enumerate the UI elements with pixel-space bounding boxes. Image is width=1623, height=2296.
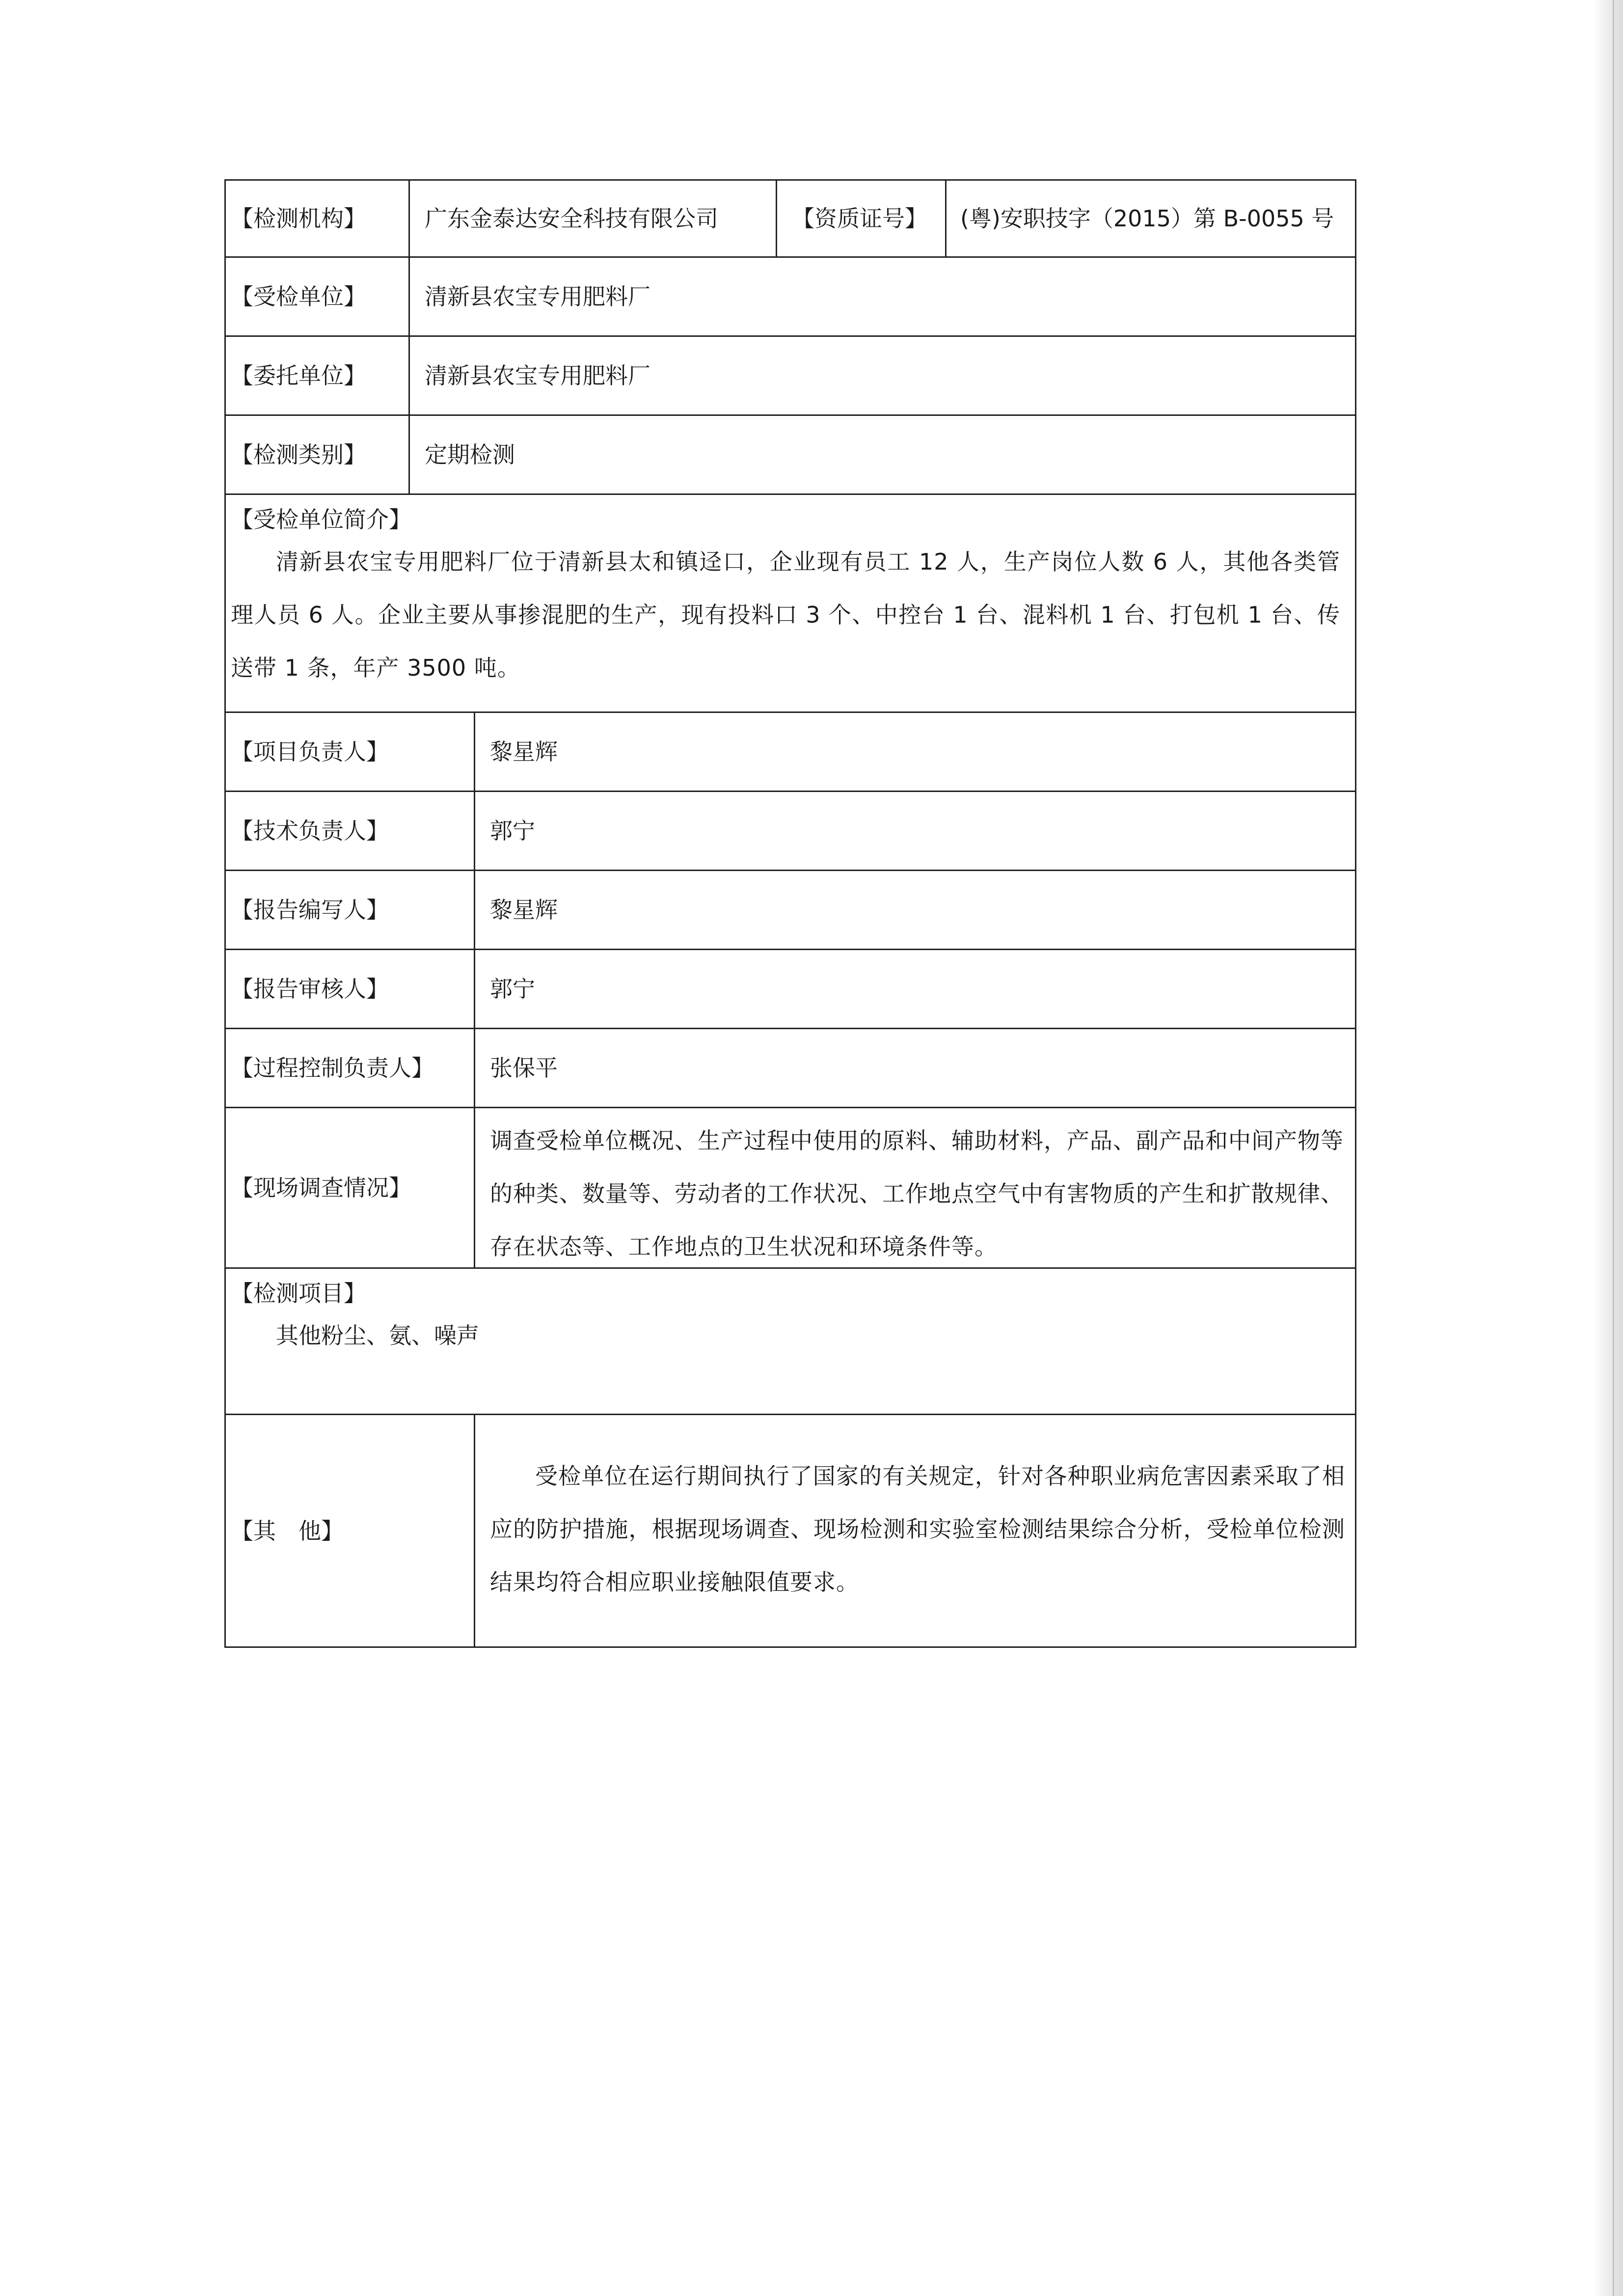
row-testing-agency [224, 179, 1356, 258]
value-report-reviewer: 郭宁 [490, 976, 535, 1002]
row-report-reviewer [224, 950, 1356, 1029]
row-tech-lead [224, 792, 1356, 871]
value-test-items: 其他粉尘、氨、噪声 [276, 1322, 479, 1349]
row-other [224, 1415, 1356, 1648]
label-report-writer: 【报告编写人】 [226, 871, 475, 949]
label-commissioning-unit: 【委托单位】 [226, 337, 410, 414]
row-inspected-unit [224, 258, 1356, 337]
value-other: 受检单位在运行期间执行了国家的有关规定，针对各种职业病危害因素采取了相应的防护措施，根据现场调查、现场检测和实验室检测结果综合分析，受检单位检测结果均符合相应职业接触限值要求。 [490, 1463, 1345, 1595]
label-qualification-no: 【资质证号】 [777, 181, 947, 256]
value-other-box [475, 1415, 1355, 1646]
label-tech-lead: 【技术负责人】 [226, 792, 475, 870]
value-testing-agency: 广东金泰达安全科技有限公司 [410, 181, 777, 256]
text-unit-introduction: 清新县农宝专用肥料厂位于清新县太和镇迳口，企业现有员工 12 人，生产岗位人数 6 人，其他各类管理人员 6 人。企业主要从事掺混肥的生产，现有投料口 3 个、中控台 1 台、混料机 1 台、打包机 1 台、传送带 1 条，年产 3500 吨。 [231, 548, 1340, 681]
value-report-writer: 黎星辉 [490, 897, 558, 923]
title-unit-introduction: 【受检单位简介】 [231, 506, 411, 533]
label-test-category: 【检测类别】 [226, 416, 410, 493]
row-unit-introduction [224, 495, 1356, 713]
value-inspected-unit: 清新县农宝专用肥料厂 [425, 283, 650, 310]
row-commissioning-unit [224, 337, 1356, 416]
value-tech-lead: 郭宁 [490, 818, 535, 844]
value-project-lead: 黎星辉 [490, 738, 558, 765]
label-inspected-unit: 【受检单位】 [226, 258, 410, 335]
label-testing-agency: 【检测机构】 [226, 181, 410, 256]
row-test-category [224, 416, 1356, 495]
value-qualification-no: (粤)安职技字（2015）第 B-0055 号 [960, 205, 1334, 232]
label-other: 【其 他】 [226, 1415, 475, 1646]
row-site-survey [224, 1108, 1356, 1269]
inspection-form-table [224, 179, 1356, 1648]
label-process-control-lead: 【过程控制负责人】 [226, 1029, 475, 1107]
value-test-category: 定期检测 [425, 441, 515, 468]
row-test-items [224, 1269, 1356, 1415]
row-report-writer [224, 871, 1356, 950]
title-test-items: 【检测项目】 [231, 1280, 366, 1307]
label-site-survey: 【现场调查情况】 [226, 1108, 475, 1267]
value-site-survey: 调查受检单位概况、生产过程中使用的原料、辅助材料，产品、副产品和中间产物等的种类、数量等、劳动者的工作状况、工作地点空气中有害物质的产生和扩散规律、存在状态等、工作地点的卫生状况和环境条件等。 [490, 1127, 1344, 1260]
label-report-reviewer: 【报告审核人】 [226, 950, 475, 1028]
row-process-control-lead [224, 1029, 1356, 1108]
value-process-control-lead: 张保平 [490, 1055, 558, 1081]
label-project-lead: 【项目负责人】 [226, 713, 475, 791]
value-commissioning-unit: 清新县农宝专用肥料厂 [425, 362, 650, 389]
value-site-survey-box [475, 1108, 1355, 1267]
row-project-lead [224, 713, 1356, 792]
scan-shadow [1594, 0, 1623, 2296]
